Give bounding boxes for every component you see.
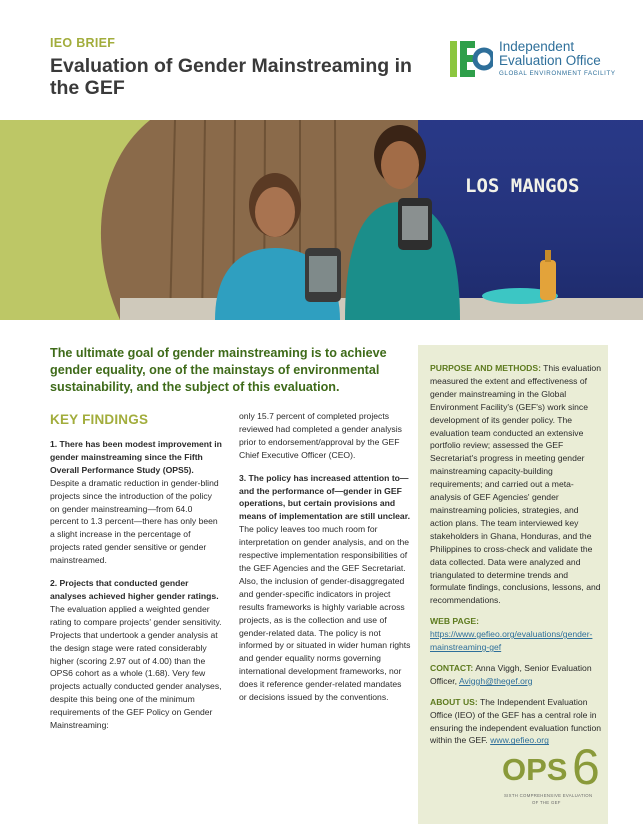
side-panel-text	[430, 362, 602, 755]
contact-body: Anna Viggh, Senior Evaluation Officer,	[430, 662, 592, 686]
about-us-body: The Independent Evaluation Office (IEO) of the GEF has a central role in ensuring the independent evaluation function within the GEF.	[430, 696, 602, 746]
about-us-label: ABOUT US:	[430, 696, 478, 707]
findings-column-1	[50, 438, 222, 742]
web-page-label: WEB PAGE:	[430, 616, 480, 627]
brief-kicker: IEO BRIEF	[50, 36, 116, 50]
logo-line-gef: GLOBAL ENVIRONMENT FACILITY	[499, 70, 616, 77]
purpose-methods	[430, 362, 602, 607]
about-us	[430, 696, 602, 748]
findings-column-2	[239, 410, 411, 714]
ops-number: 6	[572, 742, 600, 795]
ops6-logo	[498, 742, 616, 812]
finding-2-body: The evaluation applied a weighted gender rating to compare projects' gender sensitivity. Projects that undertook a gender analysis at the design stage were rated considerably higher (scoring 2.97 out of 4.00) than the OPS6 cohort as a whole (1.68). Very few projects actually conducted gender analyses, despite this being one of the minimum requirements of the GEF Policy on Gender Mainstreaming:	[50, 603, 222, 731]
finding-3	[239, 472, 411, 704]
logo-line-independent: Independent	[499, 39, 575, 54]
web-page	[430, 615, 602, 654]
finding-3-body: The policy leaves too much room for interpretation on gender analysis, and on the respective implementation responsibilities of the GEF Agencies and the GEF Secretariat. Also, the inclusion of gender-disaggregated and gender-specific indicators in project results frameworks is highly variable across projects, as is the collection and use of gender-related data. The policy is not informed by or situated in wider human rights and gender equality norms governing international development frameworks, nor does it reference gender-related mandates or decisions issued by the conventions.	[239, 524, 411, 703]
about-us-link[interactable]: www.gefieo.org	[490, 735, 549, 746]
finding-3-heading: 3. The policy has increased attention to—and the performance of—gender in GEF operations, but certain provisions and means of implementation are still unclear.	[239, 472, 410, 522]
finding-1-heading: 1. There has been modest improvement in gender mainstreaming since the Fifth Overall Performance Study (OPS5).	[50, 439, 222, 475]
hero-photo-illustration	[0, 120, 643, 320]
finding-1-body: Despite a dramatic reduction in gender-blind projects since the introduction of the policy on gender mainstreaming—from 64.0 percent to 1.3 percent—there has only been a slight increase in the percentage of projects rated gender sensitive or gender mainstreamed.	[50, 477, 219, 566]
contact-label: CONTACT:	[430, 662, 474, 673]
key-findings-heading: KEY FINDINGS	[50, 412, 149, 427]
finding-1	[50, 438, 222, 567]
sign-text: LOS MANGOS	[465, 175, 580, 197]
lead-statement: The ultimate goal of gender mainstreaming is to achieve gender equality, one of the mainstays of environmental sustainability, and the subject of this evaluation.	[50, 346, 387, 394]
ieo-logo-mark	[447, 39, 493, 79]
contact-email-link[interactable]: Aviggh@thegef.org	[458, 675, 533, 686]
contact	[430, 662, 602, 688]
ieo-logo[interactable]	[447, 37, 637, 83]
purpose-methods-label: PURPOSE AND METHODS:	[430, 363, 541, 373]
finding-2	[50, 577, 222, 732]
hero-photo	[0, 120, 643, 320]
purpose-methods-body: This evaluation measured the extent and effectiveness of gender mainstreaming in the Global Environment Facility's (GEF's) work since development of its gender policy. The evaluation team conducted an extensive portfolio review; assessed the GEF Secretariat's progress in meeting gender mainstreaming capacity-building requirements; and carried out a meta-analysis of GEF Agencies' gender mainstreaming policies, strategies, and action plans. The team interviewed key stakeholders in Ghana, Honduras, and the Philippines to cross-check and validate the data collected. Data were analyzed and triangulated to determine trends and formulate findings, conclusions, lessons, and recommendations.	[430, 363, 601, 606]
logo-line-evaluation-office: Evaluation Office	[499, 53, 601, 68]
ops-line-2: OF THE GEF	[532, 800, 561, 805]
web-page-link[interactable]: https://www.gefieo.org/evaluations/gender-mainstreaming-gef	[430, 629, 593, 653]
page-title: Evaluation of Gender Mainstreaming in the GEF	[50, 55, 412, 99]
ops-line-1: SIXTH COMPREHENSIVE EVALUATION	[504, 793, 593, 798]
finding-2-heading: 2. Projects that conducted gender analyses achieved higher gender ratings.	[50, 578, 219, 601]
finding-2-continued: only 15.7 percent of completed projects reviewed had completed a gender analysis prior to endorsement/approval by the GEF Chief Executive Officer (CEO).	[239, 411, 402, 460]
ops-mark: OPS	[502, 752, 568, 787]
